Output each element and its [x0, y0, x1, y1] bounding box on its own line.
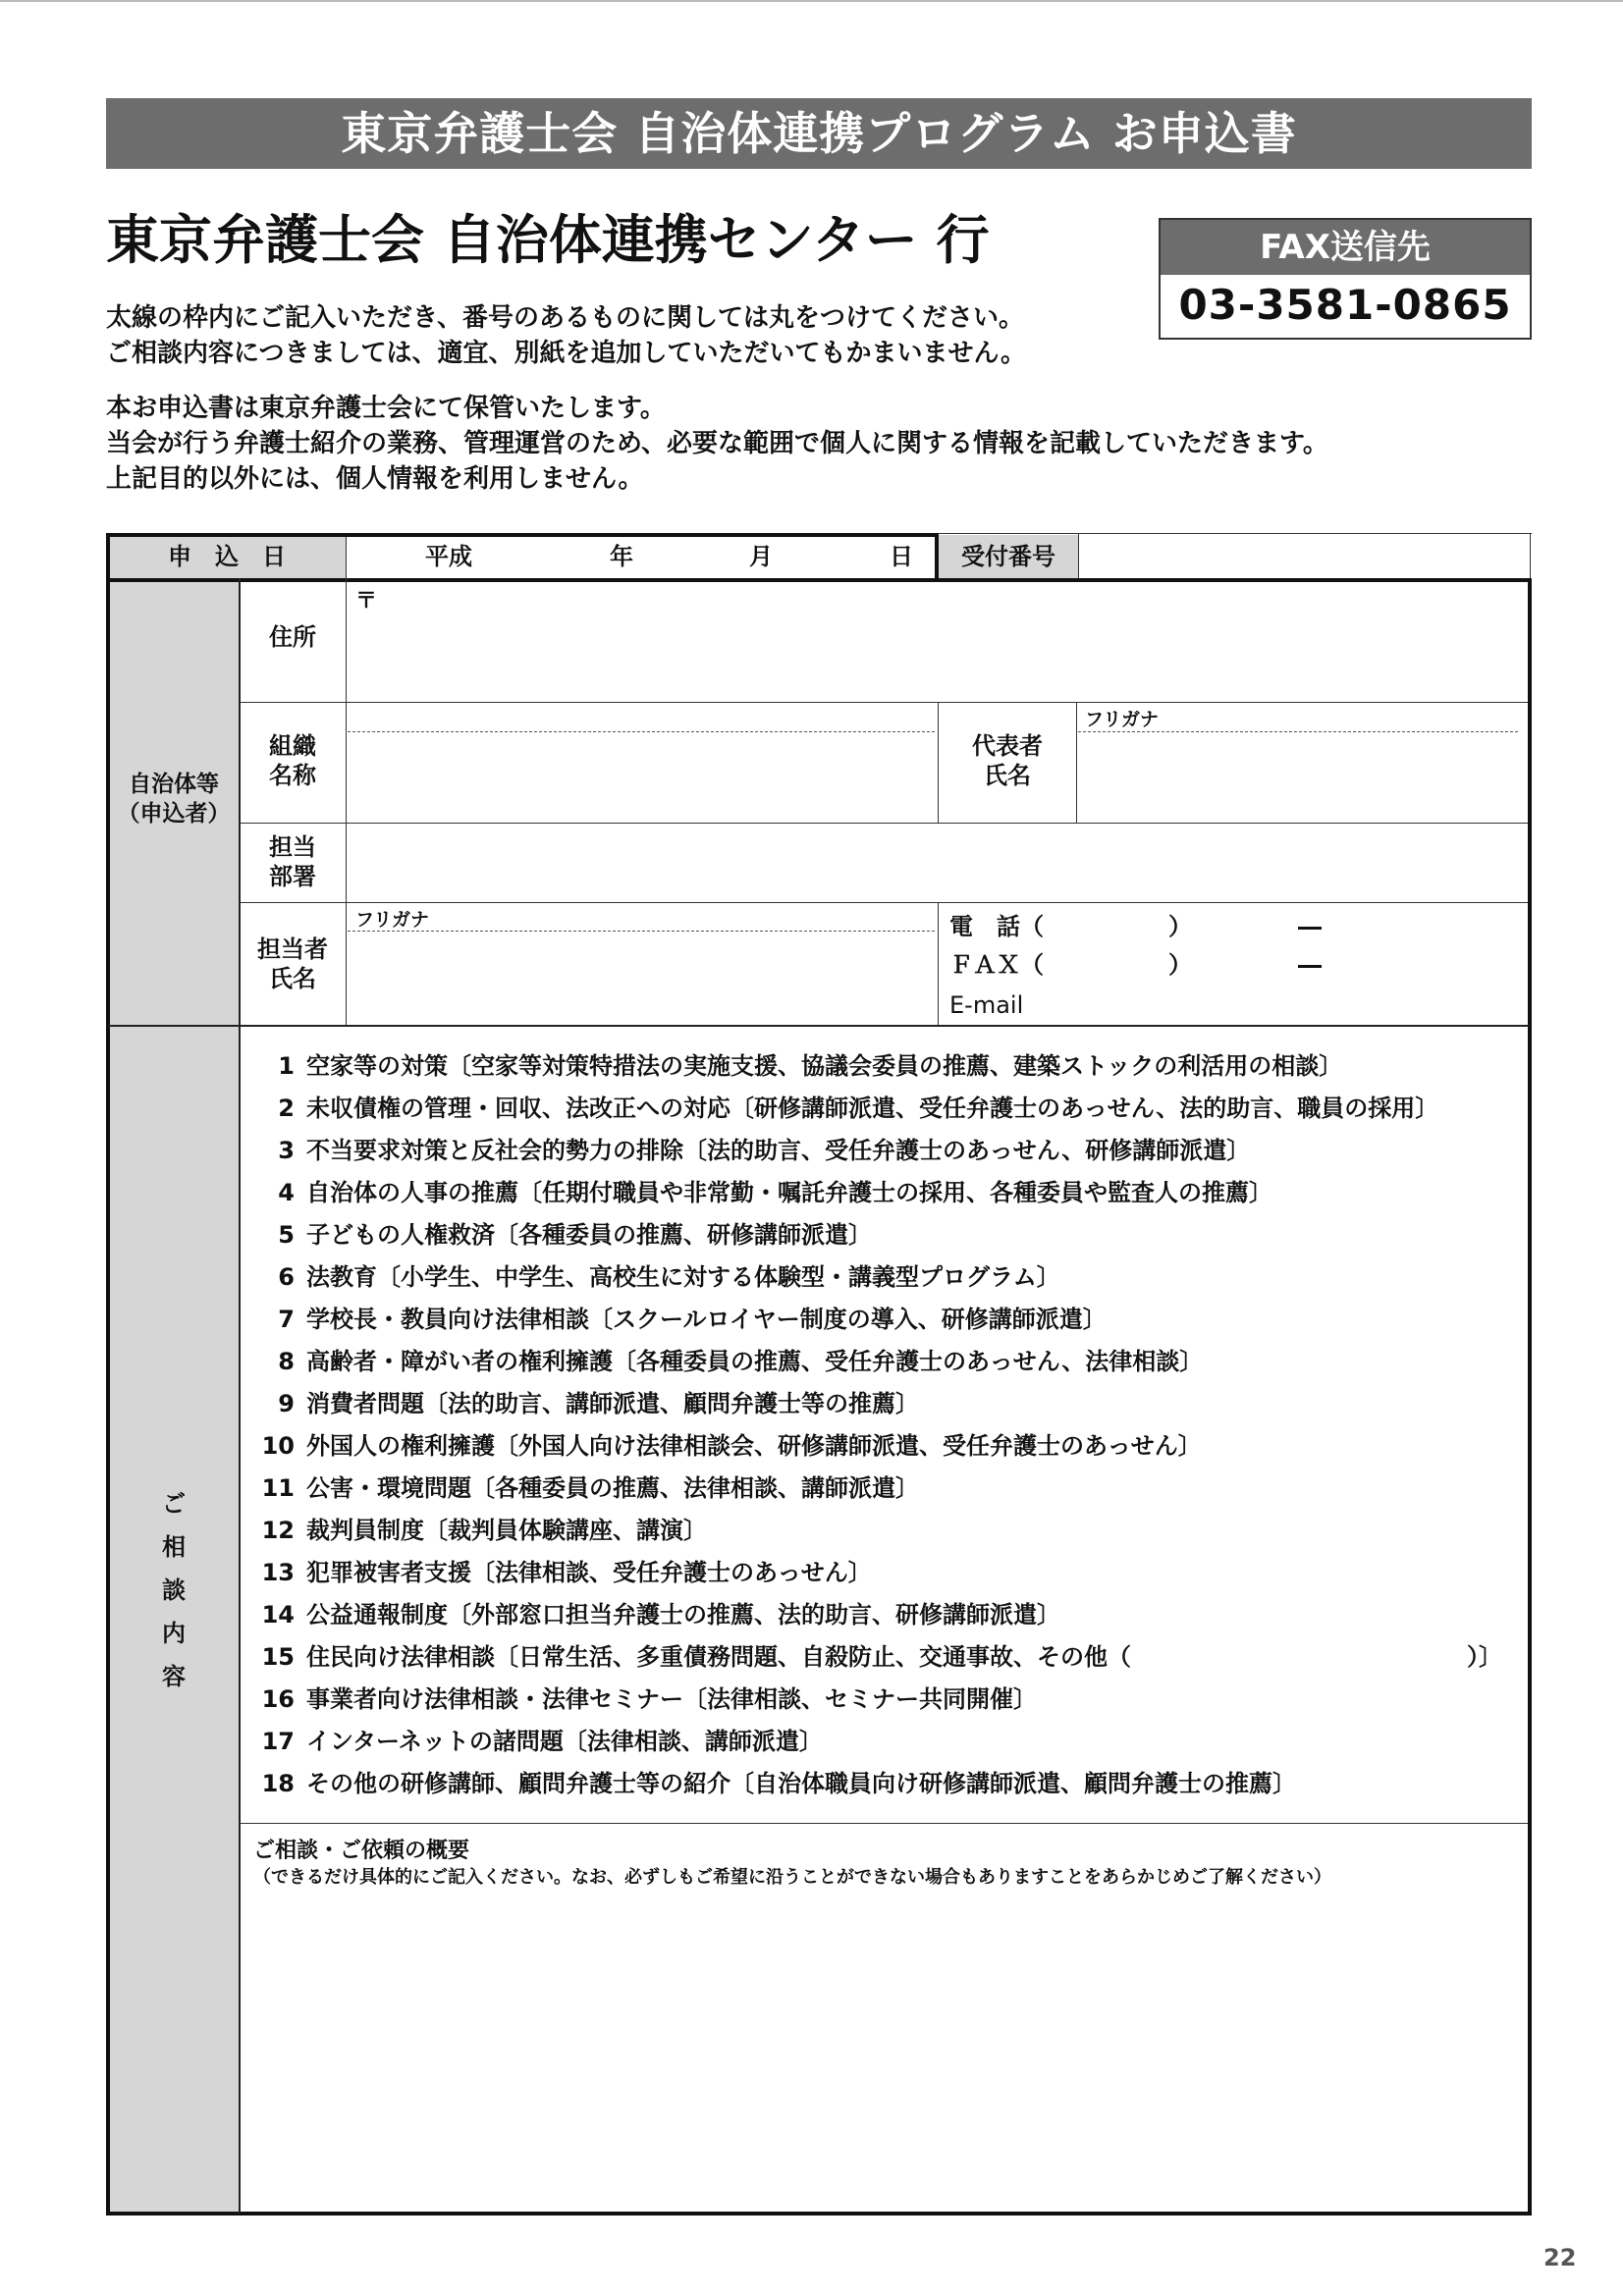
person-furigana-label: フリガナ: [355, 909, 430, 931]
address-field[interactable]: [348, 581, 1526, 700]
receipt-number-label: 受付番号: [961, 543, 1055, 570]
representative-label-line: 氏名: [984, 762, 1031, 789]
representative-label: [940, 731, 1075, 790]
consultation-item-15[interactable]: 15 住民向け法律相談〔日常生活、多重債務問題、自殺防止、交通事故、その他（: [261, 1643, 1131, 1671]
org-name-label-line: 組織: [269, 732, 316, 760]
receipt-number-field[interactable]: [1080, 536, 1528, 577]
privacy-notice: [106, 391, 1328, 497]
apply-date-label: 申 込 日: [168, 543, 286, 570]
org-name-label: [242, 731, 344, 790]
consultation-item-14[interactable]: 14 公益通報制度〔外部窓口担当弁護士の推薦、法的助言、研修講師派遣〕: [261, 1601, 1060, 1629]
fax-paren-close: ）: [1168, 951, 1192, 979]
representative-name-field[interactable]: [1078, 734, 1528, 821]
fax-destination-number: 03-3581-0865: [1178, 281, 1512, 329]
instructions: [106, 300, 1026, 371]
consultation-item-17[interactable]: 17 インターネットの諸問題〔法律相談、講師派遣〕: [261, 1728, 823, 1755]
consultation-label-char: 談: [162, 1576, 186, 1604]
privacy-line: 上記目的以外には、個人情報を利用しません。: [106, 464, 644, 494]
fax-field[interactable]: [1060, 946, 1522, 982]
consultation-item-4[interactable]: 4 自治体の人事の推薦〔任期付職員や非常勤・嘱託弁護士の採用、各種委員や監査人の推薦〕: [278, 1179, 1272, 1206]
overview-note: （できるだけ具体的にご記入ください。なお、必ずしもご希望に沿うことができない場合もありますことをあらかじめご了解ください）: [253, 1867, 1331, 1888]
fax-label: ＦＡＸ（: [949, 951, 1044, 979]
person-furigana-field[interactable]: [348, 905, 935, 929]
consultation-label-char: 内: [162, 1620, 186, 1647]
fax-destination-box: [1159, 218, 1532, 340]
form-title: 東京弁護士会 自治体連携プログラム お申込書: [106, 98, 1532, 169]
department-label-line: 部署: [269, 863, 316, 890]
consultation-item-8[interactable]: 8 高齢者・障がい者の権利擁護〔各種委員の推薦、受任弁護士のあっせん、法律相談〕: [278, 1348, 1204, 1375]
consultation-item-10[interactable]: 10 外国人の権利擁護〔外国人向け法律相談会、研修講師派遣、受任弁護士のあっせん〕: [261, 1432, 1202, 1460]
department-label: [242, 832, 344, 891]
phone-paren-close: ）: [1168, 913, 1192, 940]
department-label-line: 担当: [269, 833, 316, 861]
phone-label: 電 話（: [949, 913, 1044, 940]
applicant-label-line: 自治体等: [129, 772, 219, 797]
person-label: [242, 934, 344, 993]
fax-dash: ―: [1298, 951, 1322, 979]
instruction-line: 太線の枠内にご記入いただき、番号のあるものに関しては丸をつけてください。: [106, 303, 1024, 333]
org-name-label-line: 名称: [269, 762, 316, 789]
consultation-item-2[interactable]: 2 未収債権の管理・回収、法改正への対応〔研修講師派遣、受任弁護士のあっせん、法的助言、職員の採用〕: [278, 1095, 1439, 1122]
department-field[interactable]: [348, 826, 1526, 900]
fax-destination-label: FAX送信先: [1161, 220, 1530, 275]
other-topic-field[interactable]: [1080, 1639, 1463, 1673]
consultation-item-13[interactable]: 13 犯罪被害者支援〔法律相談、受任弁護士のあっせん〕: [261, 1559, 872, 1586]
email-label: E-mail: [949, 991, 1024, 1019]
person-label-line: 担当者: [257, 935, 328, 963]
consultation-item-9[interactable]: 9 消費者問題〔法的助言、講師派遣、顧問弁護士等の推薦〕: [278, 1390, 919, 1417]
consultation-label-char: ご: [162, 1490, 186, 1518]
privacy-line: 本お申込書は東京弁護士会にて保管いたします。: [106, 394, 666, 423]
consultation-item-5[interactable]: 5 子どもの人権救済〔各種委員の推薦、研修講師派遣〕: [278, 1221, 872, 1249]
privacy-line: 当会が行う弁護士紹介の業務、管理運営のため、必要な範囲で個人に関する情報を記載していただきます。: [106, 429, 1328, 458]
consultation-item-18[interactable]: 18 その他の研修講師、顧問弁護士等の紹介〔自治体職員向け研修講師派遣、顧問弁護士の推薦〕: [261, 1770, 1296, 1797]
consultation-item-7[interactable]: 7 学校長・教員向け法律相談〔スクールロイヤー制度の導入、研修講師派遣〕: [278, 1306, 1107, 1333]
consultation-item-12[interactable]: 12 裁判員制度〔裁判員体験講座、講演〕: [261, 1517, 707, 1544]
overview-title: ご相談・ご依頼の概要: [253, 1839, 470, 1863]
month-label: 月: [749, 543, 773, 570]
day-label: 日: [890, 543, 913, 570]
consultation-item-16[interactable]: 16 事業者向け法律相談・法律セミナー〔法律相談、セミナー共同開催〕: [261, 1685, 1037, 1713]
consultation-item-3[interactable]: 3 不当要求対策と反社会的勢力の排除〔法的助言、受任弁護士のあっせん、研修講師派遣〕: [278, 1137, 1251, 1164]
overview-textarea[interactable]: [243, 1896, 1526, 2209]
consultation-label-char: 相: [162, 1533, 186, 1561]
consultation-item-11[interactable]: 11 公害・環境問題〔各種委員の推薦、法律相談、講師派遣〕: [261, 1474, 919, 1502]
phone-dash: ―: [1298, 913, 1322, 940]
year-label: 年: [610, 543, 633, 570]
consultation-label-char: 容: [162, 1663, 186, 1690]
phone-field[interactable]: [1060, 908, 1522, 943]
org-name-field[interactable]: [348, 734, 935, 821]
representative-label-line: 代表者: [972, 732, 1043, 760]
page-number: 22: [1543, 2244, 1577, 2271]
representative-furigana-field[interactable]: [1078, 705, 1528, 730]
address-label: 住所: [269, 623, 316, 651]
addressee-heading: 東京弁護士会 自治体連携センター 行: [106, 209, 990, 271]
representative-furigana-label: フリガナ: [1085, 709, 1160, 730]
consultation-item-15-close: ）〕: [1467, 1643, 1502, 1671]
era-label: 平成: [425, 543, 472, 570]
consultation-item-6[interactable]: 6 法教育〔小学生、中学生、高校生に対する体験型・講義型プログラム〕: [278, 1263, 1060, 1291]
email-field[interactable]: [1041, 986, 1522, 1021]
top-rule: [0, 0, 1623, 2]
applicant-label-line: （申込者）: [117, 801, 231, 827]
postal-mark: 〒: [355, 589, 378, 614]
person-name-field[interactable]: [348, 934, 935, 1022]
applicant-label: [110, 770, 238, 828]
consultation-content-label: [110, 1482, 238, 1698]
instruction-line: ご相談内容につきましては、適宜、別紙を追加していただいてもかまいません。: [106, 339, 1027, 368]
consultation-item-1[interactable]: 1 空家等の対策〔空家等対策特措法の実施支援、協議会委員の推薦、建築ストックの利活用の相談〕: [278, 1052, 1343, 1080]
person-label-line: 氏名: [269, 965, 316, 992]
